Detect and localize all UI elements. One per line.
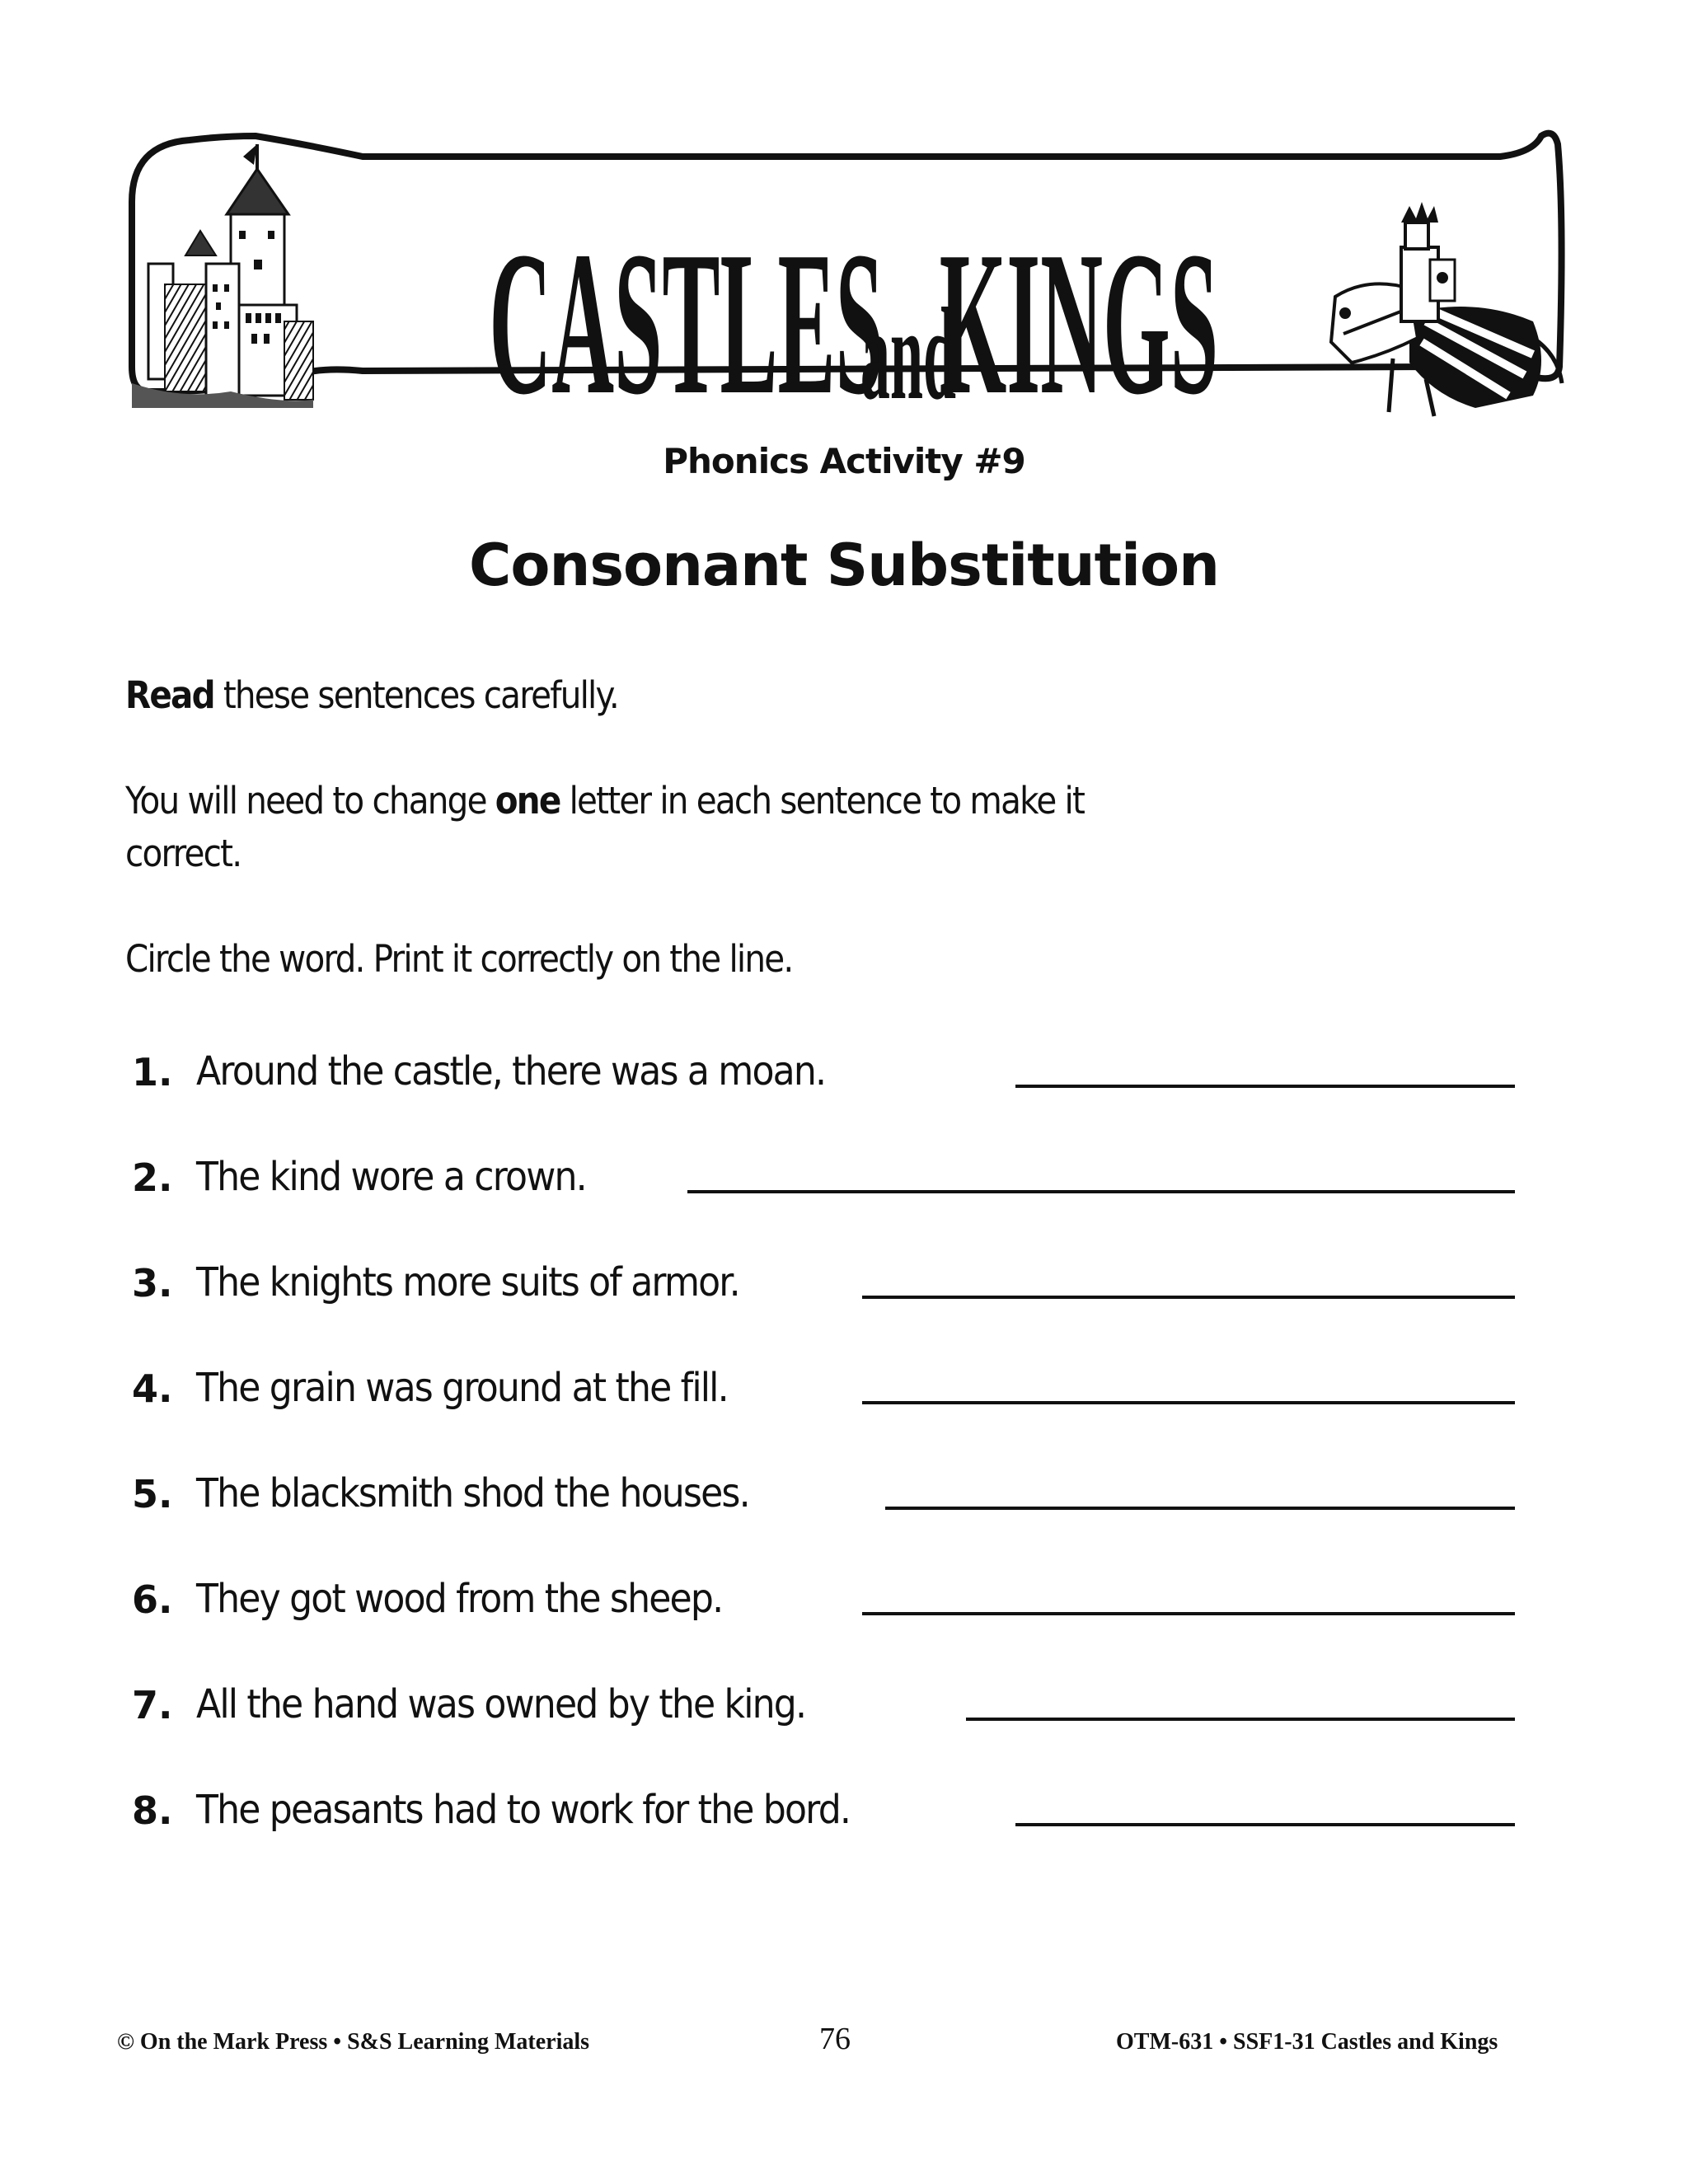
item-sentence: The knights more suits of armor. (196, 1259, 739, 1305)
answer-line-5[interactable] (885, 1507, 1515, 1510)
item-sentence: All the hand was owned by the king. (196, 1681, 806, 1727)
answer-line-7[interactable] (966, 1718, 1515, 1721)
item-number: 4. (132, 1366, 173, 1411)
instruction-change-pre: You will need to change (125, 779, 495, 823)
item-number: 1. (132, 1050, 173, 1094)
item-sentence: They got wood from the sheep. (196, 1576, 723, 1622)
activity-subtitle: Phonics Activity #9 (663, 441, 1025, 481)
castle-icon (132, 144, 313, 408)
item-sentence: The grain was ground at the fill. (196, 1365, 728, 1411)
banner-title-and: and (860, 279, 956, 427)
item-number: 6. (132, 1577, 173, 1622)
answer-line-8[interactable] (1015, 1823, 1515, 1826)
banner (115, 120, 1566, 438)
answer-line-6[interactable] (862, 1612, 1515, 1615)
footer-publisher: © On the Mark Press • S&S Learning Materials (117, 2029, 590, 2055)
item-sentence: The kind wore a crown. (196, 1154, 586, 1200)
answer-line-2[interactable] (687, 1190, 1515, 1193)
item-number: 2. (132, 1155, 173, 1200)
instruction-read-rest: these sentences carefully. (213, 673, 618, 717)
page-title: Consonant Substitution (469, 532, 1219, 599)
instruction-change-post: letter in each sentence to make it (560, 779, 1085, 823)
answer-line-3[interactable] (862, 1296, 1515, 1299)
item-sentence: Around the castle, there was a moan. (196, 1048, 826, 1094)
instruction-read-bold: Read (125, 673, 214, 717)
banner-title-kings: KINGS (939, 209, 1218, 438)
answer-line-1[interactable] (1015, 1085, 1515, 1088)
instruction-change (125, 775, 1084, 827)
page-number: 76 (819, 2022, 851, 2056)
item-number: 3. (132, 1261, 173, 1305)
banner-title-castles: CASTLES (489, 209, 884, 438)
footer-product-code: OTM-631 • SSF1-31 Castles and Kings (1116, 2029, 1498, 2055)
instruction-circle: Circle the word. Print it correctly on the line. (125, 937, 793, 981)
item-number: 8. (132, 1788, 173, 1833)
answer-line-4[interactable] (862, 1401, 1515, 1404)
item-sentence: The blacksmith shod the houses. (196, 1470, 749, 1516)
item-number: 5. (132, 1472, 173, 1516)
instruction-change-bold: one (495, 779, 560, 823)
item-number: 7. (132, 1683, 173, 1727)
item-sentence: The peasants had to work for the bord. (196, 1787, 851, 1833)
instruction-change-cont: correct. (125, 832, 241, 875)
instruction-read (125, 669, 618, 722)
banner-title (338, 185, 1376, 438)
